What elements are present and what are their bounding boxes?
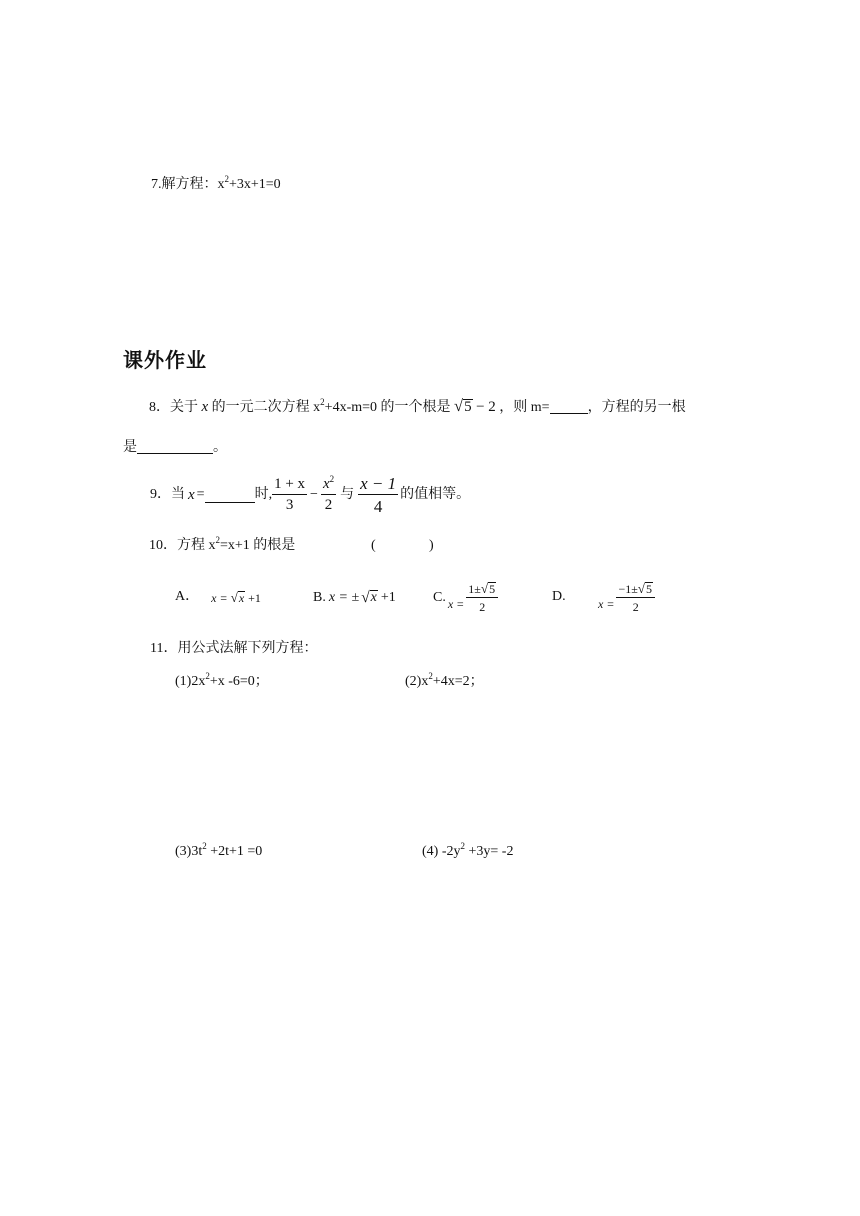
q9-f1-num: 1 + x	[272, 477, 307, 495]
option-a-radicand: x	[238, 591, 245, 605]
q9-end: 的值相等。	[400, 487, 471, 502]
radical-sign-icon: √	[230, 589, 238, 605]
option-b-sqrt	[361, 590, 378, 605]
q10-option-d-label: D.	[552, 589, 566, 604]
radical-sign-icon: √	[637, 581, 646, 596]
q9-f2-num: x	[322, 476, 330, 492]
q11-part-4	[422, 841, 514, 859]
q8-text1: 的一元二次方程 x	[211, 400, 321, 415]
option-b-rest: +1	[380, 590, 396, 606]
q9-prefix: 9．当	[150, 487, 185, 502]
q9-var: x	[188, 486, 195, 503]
q10-option-c	[433, 582, 498, 613]
q8-text2: +4x-m=0 的一个根是	[324, 400, 451, 415]
q7-eq-rest: +3x+1=0	[229, 177, 281, 192]
q7-eq-x: x	[217, 177, 225, 192]
q10-stem-a: 10．方程 x	[149, 538, 216, 553]
question-11: 11．用公式法解下列方程：	[150, 641, 318, 656]
q11-p2-exp: 2	[428, 671, 433, 681]
q9-fraction-1	[272, 477, 307, 513]
q10-option-d	[598, 582, 655, 613]
q9-eq: =	[196, 487, 205, 502]
q11-part-1	[175, 671, 269, 689]
q11-p1-b: +x -6=0；	[209, 674, 269, 689]
q11-p3-b: +2t+1 =0	[206, 844, 263, 859]
q9-yu: 与	[340, 487, 355, 502]
q8-minus: − 2	[476, 399, 496, 415]
q9-blank	[205, 488, 255, 503]
option-c-num-a: 1±	[468, 582, 481, 596]
q7-eq-exp: 2	[224, 174, 229, 184]
q8-radicand: 5	[464, 398, 472, 415]
option-d-sqrt	[638, 582, 653, 595]
q10-paren-close: )	[429, 538, 434, 553]
q8-sqrt	[454, 398, 473, 415]
question-8-line2	[123, 439, 227, 455]
q9-f3-den: 4	[373, 497, 383, 516]
q9-minus: −	[310, 487, 318, 502]
q8-prefix: 8．关于	[149, 400, 198, 415]
option-b-radicand: x	[370, 590, 377, 606]
q11-part-2	[405, 671, 484, 689]
q9-f2-exp: 2	[329, 474, 335, 484]
q9-fraction-3	[358, 475, 398, 515]
q9-f2-num-wrap	[321, 474, 336, 495]
option-c-lhs: x =	[447, 596, 465, 611]
option-d-num-a: −1±	[618, 582, 638, 596]
option-a-lhs: x =	[211, 591, 228, 605]
q9-f1-den: 3	[285, 497, 294, 513]
q8-line2: 是	[123, 440, 137, 455]
option-d-radicand: 5	[646, 582, 653, 597]
q9-f3-num: x − 1	[360, 474, 397, 493]
q8-blank-root	[137, 439, 213, 454]
q10-stem-exp: 2	[215, 535, 220, 545]
option-d-num	[616, 582, 655, 598]
q9-fraction-2	[321, 474, 336, 513]
option-b-label: B.	[313, 590, 326, 606]
question-10	[149, 535, 296, 553]
section-heading: 课外作业	[123, 348, 207, 372]
q11-p1-a: (1)2x	[175, 674, 206, 689]
option-c-radicand: 5	[489, 582, 496, 597]
q11-p2-a: (2)x	[405, 674, 429, 689]
q9-f2-den: 2	[324, 497, 333, 513]
q11-part-3	[175, 841, 263, 859]
option-c-den: 2	[479, 600, 486, 615]
q7-prefix: 7.解方程：	[151, 177, 218, 192]
q8-var: x	[201, 399, 209, 415]
q9-shi: 时,	[254, 487, 273, 502]
option-c-num	[466, 582, 498, 598]
q11-p1-exp: 2	[205, 671, 210, 681]
option-d-den: 2	[632, 600, 639, 615]
option-d-fraction	[616, 582, 655, 613]
option-a-label: A．	[175, 589, 200, 604]
q10-paren-open: (	[371, 538, 376, 553]
q8-blank-m	[550, 399, 588, 414]
option-a-sqrt	[231, 591, 246, 604]
q11-p4-exp: 2	[460, 841, 465, 851]
q11-p4-a: (4) -2y	[422, 844, 461, 859]
option-c-sqrt	[481, 582, 496, 595]
option-c-fraction	[466, 582, 498, 613]
q8-exp: 2	[320, 397, 325, 407]
option-c-label: C.	[433, 589, 446, 605]
q11-p3-a: (3)3t	[175, 844, 203, 859]
q10-stem-b: =x+1 的根是	[220, 538, 296, 553]
q11-p3-exp: 2	[202, 841, 207, 851]
question-9	[150, 475, 470, 515]
radical-sign-icon: √	[361, 589, 370, 606]
option-d-lhs: x =	[598, 596, 615, 611]
q10-option-a	[175, 590, 261, 604]
question-7	[151, 174, 281, 192]
q8-text4: ，方程的另一根	[587, 400, 686, 415]
q11-p2-b: +4x=2；	[432, 674, 484, 689]
radical-sign-icon: √	[480, 581, 489, 596]
q8-end: 。	[213, 440, 227, 455]
radical-sign-icon: √	[454, 396, 464, 415]
q10-option-b	[313, 590, 396, 605]
option-a-rest: +1	[248, 591, 261, 605]
question-8	[149, 398, 686, 415]
option-b-lhs: x = ±	[328, 590, 360, 606]
q8-text3: ，则 m=	[499, 400, 550, 415]
q11-p4-b: +3y= -2	[465, 844, 514, 859]
